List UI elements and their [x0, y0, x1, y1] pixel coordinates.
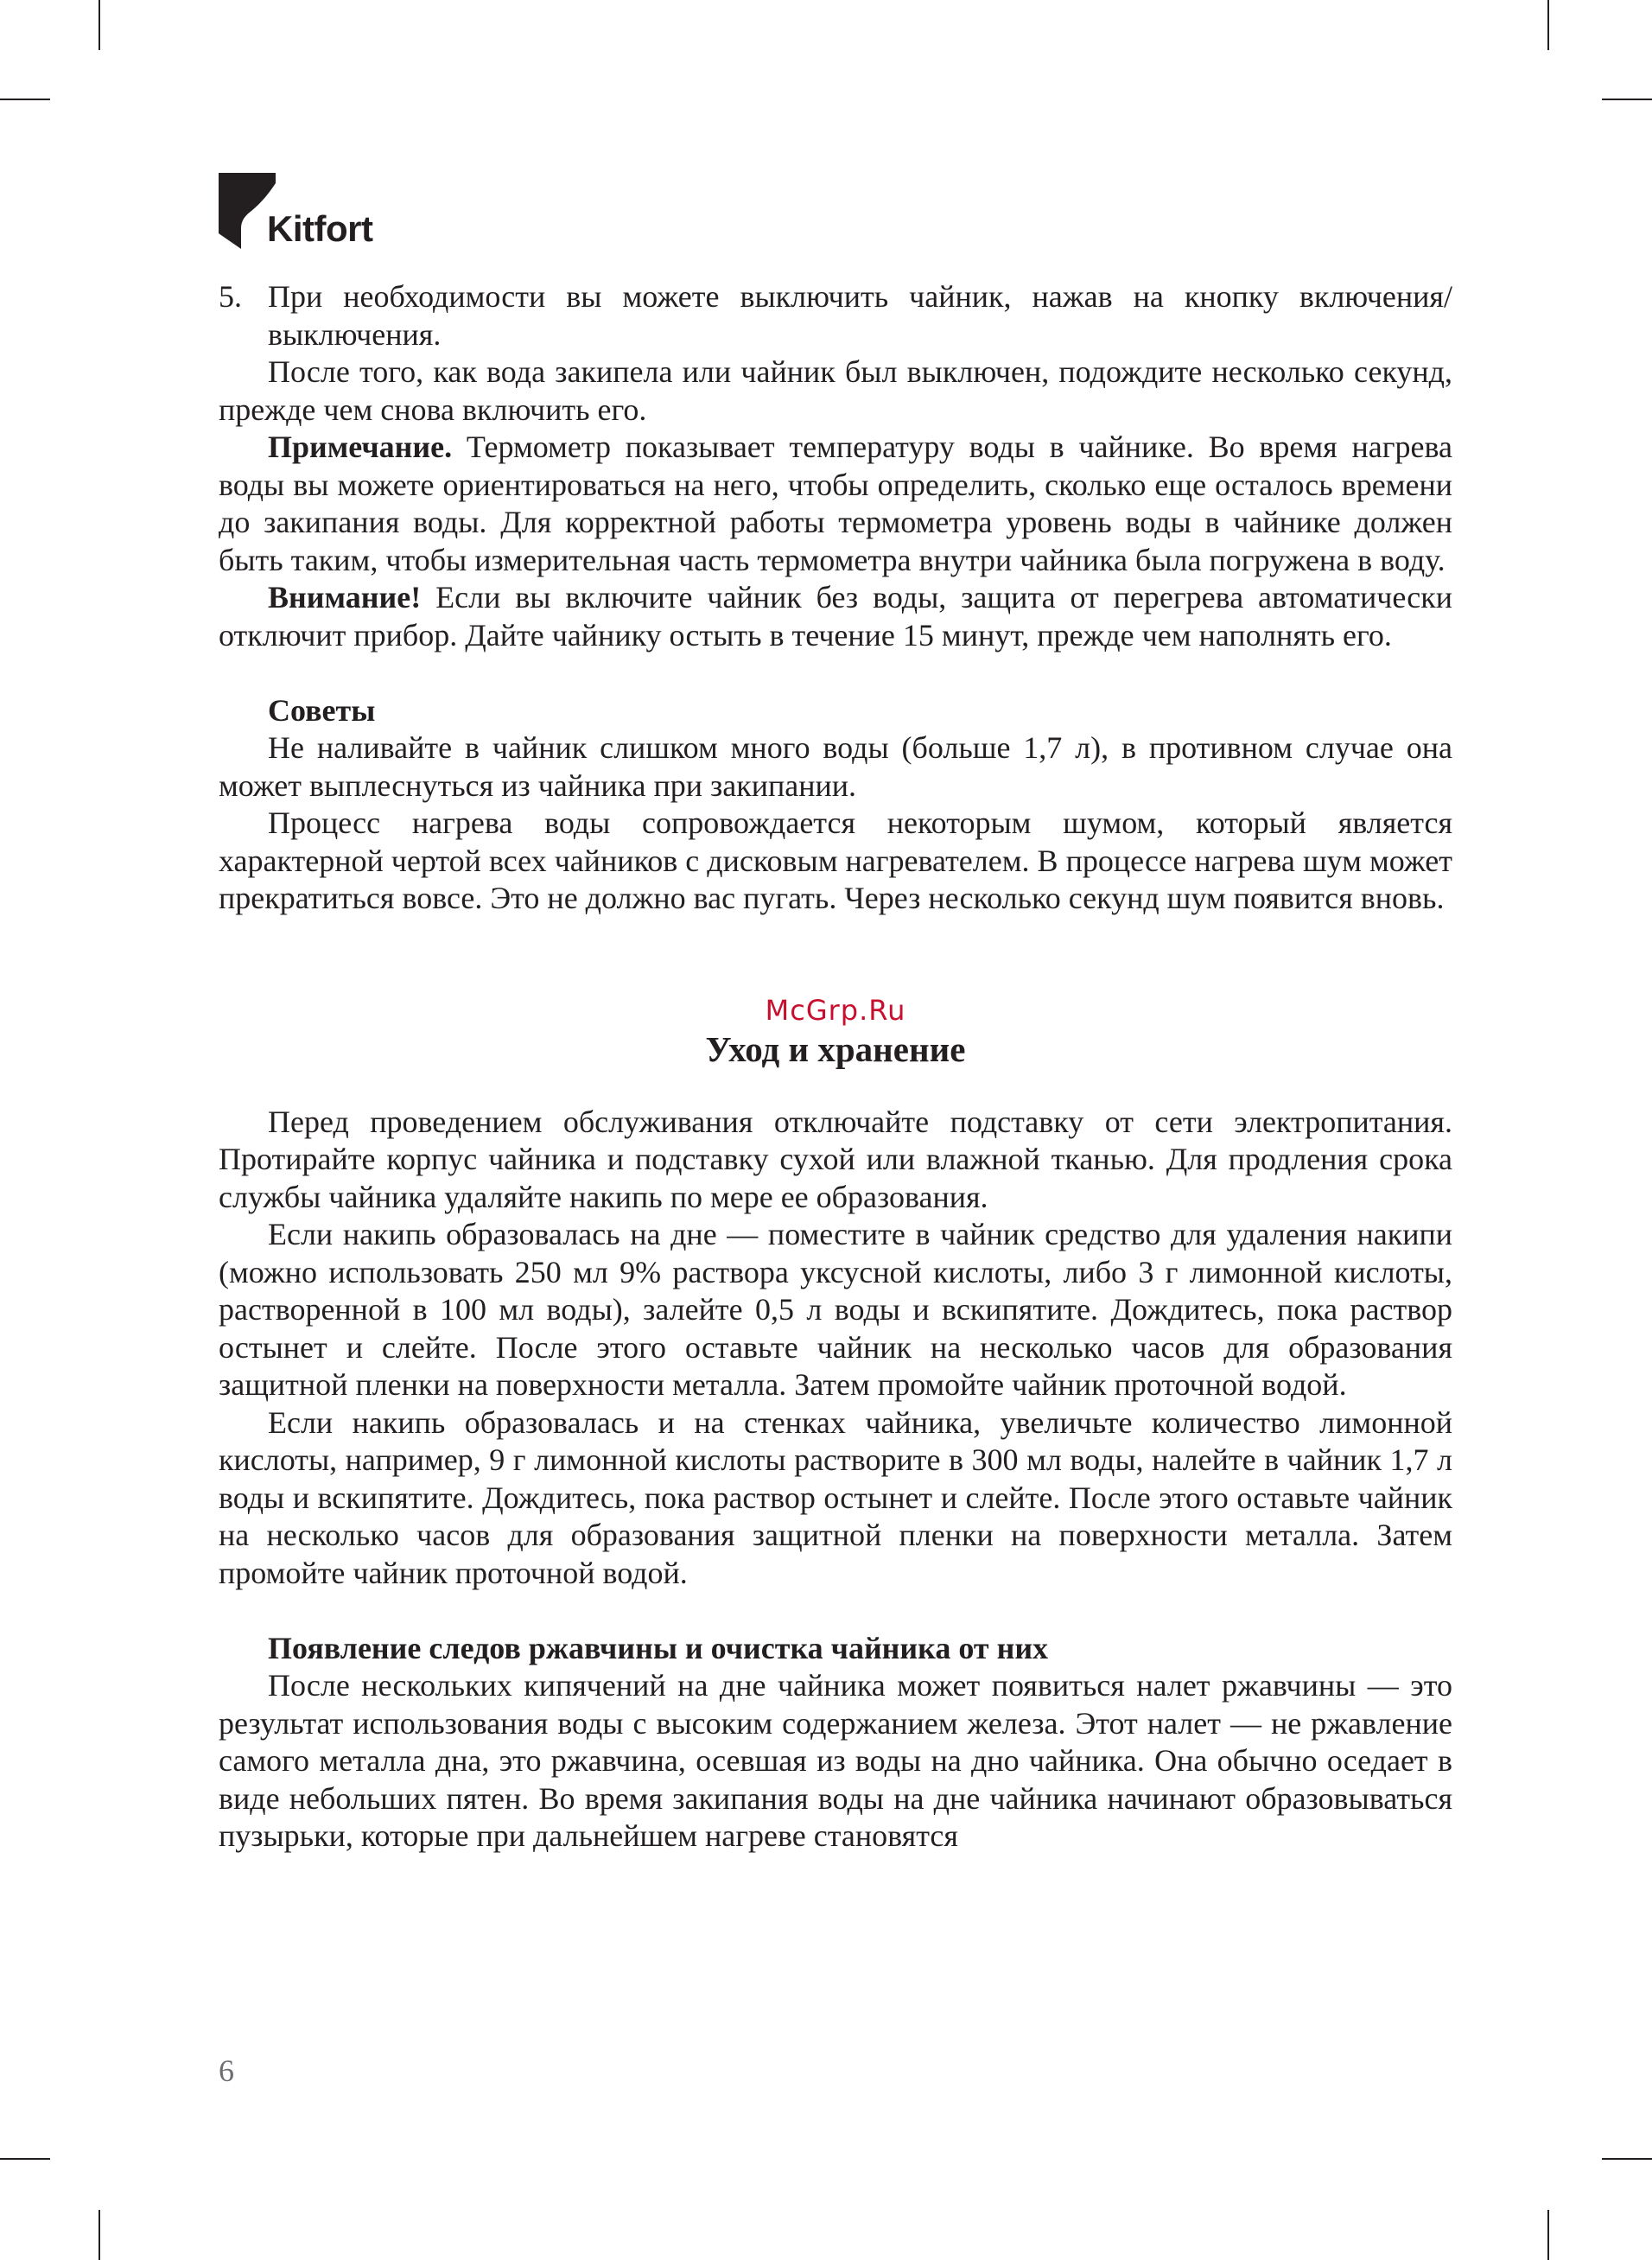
crop-mark [98, 2210, 100, 2260]
crop-mark [0, 2158, 50, 2160]
note-paragraph [219, 429, 1452, 579]
paragraph: Процесс нагрева воды сопровождается некоторым шумом, который является характерной чертой всех чайников с дисковым нагревателем. В процессе нагрева шум может прекратиться вовсе. Это не должно вас пугать. Через несколько секунд шум появится вновь. [219, 805, 1452, 915]
crop-mark [1602, 99, 1652, 100]
paragraph: Если накипь образовалась на дне — поместите в чайник средство для удаления накипи (можно использовать 250 мл 9% раствора уксусной кислоты, либо 3 г лимонной кислоты, растворенной в 100 мл воды), залейте 0,5 л воды и вскипятите. Дождитесь, пока раствор остынет и слейте. После этого оставьте чайник на несколько часов для образования защитной пленки на поверхности металла. Затем промойте чайник проточной водой. [219, 1217, 1452, 1402]
note-text: Термометр показывает температуру воды в чайнике. Во время нагрева воды вы можете ориентироваться на него, чтобы определить, сколько еще осталось времени до закипания воды. Для корректной работы термометра уровень воды в чайнике должен быть таким, чтобы измерительная часть термометра внутри чайника была погружена в воду. [219, 430, 1452, 577]
list-number: 5. [219, 279, 242, 314]
paragraph: Перед проведением обслуживания отключайте подставку от сети электропитания. Протирайте корпус чайника и подставку сухой или влажной тканью. Для продления срока службы чайника удаляйте накипь по мере ее образования. [219, 1104, 1452, 1214]
warning-label: Внимание! [268, 580, 422, 614]
crop-mark [1547, 0, 1549, 50]
rust-heading: Появление следов ржавчины и очистка чайника от них [268, 1630, 1049, 1665]
spacer [219, 1592, 1452, 1630]
list-item [219, 278, 1452, 353]
warning-text: Если вы включите чайник без воды, защита от перегрева автоматически отключит прибор. Дайте чайнику остыть в течение 15 минут, прежде чем наполнять его. [219, 580, 1452, 653]
spacer [219, 918, 1452, 993]
brand-logo [219, 173, 391, 255]
tips-heading: Советы [268, 692, 376, 728]
page-number: 6 [219, 2053, 234, 2088]
watermark-link[interactable]: McGrp.Ru [765, 993, 906, 1027]
spacer [219, 654, 1452, 692]
crop-mark [1602, 2158, 1652, 2160]
document-body [219, 278, 1452, 1856]
section-title: Уход и хранение [705, 1028, 966, 1069]
paragraph: Не наливайте в чайник слишком много воды (больше 1,7 л), в противном случае она может выплеснуться из чайника при закипании. [219, 730, 1452, 803]
warning-paragraph [219, 579, 1452, 654]
crop-mark [98, 0, 100, 50]
list-text: При необходимости вы можете выключить чайник, нажав на кнопку включения/выключения. [268, 279, 1452, 352]
crop-mark [0, 99, 50, 100]
brand-name: Kitfort [267, 208, 373, 249]
paragraph: После того, как вода закипела или чайник был выключен, подождите несколько секунд, прежде чем снова включить его. [219, 354, 1452, 427]
paragraph: Если накипь образовалась и на стенках чайника, увеличьте количество лимонной кислоты, например, 9 г лимонной кислоты растворите в 300 мл воды, налейте в чайник 1,7 л воды и вскипятите. Дождитесь, пока раствор остынет и слейте. После этого оставьте чайник на несколько часов для образования защитной пленки на поверхности металла. Затем промойте чайник проточной водой. [219, 1404, 1452, 1590]
paragraph: После нескольких кипячений на дне чайника может появиться налет ржавчины — это результат использования воды с высоким содержанием железа. Этот налет — не ржавление самого металла дна, это ржавчина, осевшая из воды на дно чайника. Она обычно оседает в виде небольших пятен. Во время закипания воды на дне чайника начинают образовываться пузырьки, которые при дальнейшем нагреве становятся [219, 1668, 1452, 1853]
note-label: Примечание. [268, 430, 453, 464]
crop-mark [1547, 2210, 1549, 2260]
